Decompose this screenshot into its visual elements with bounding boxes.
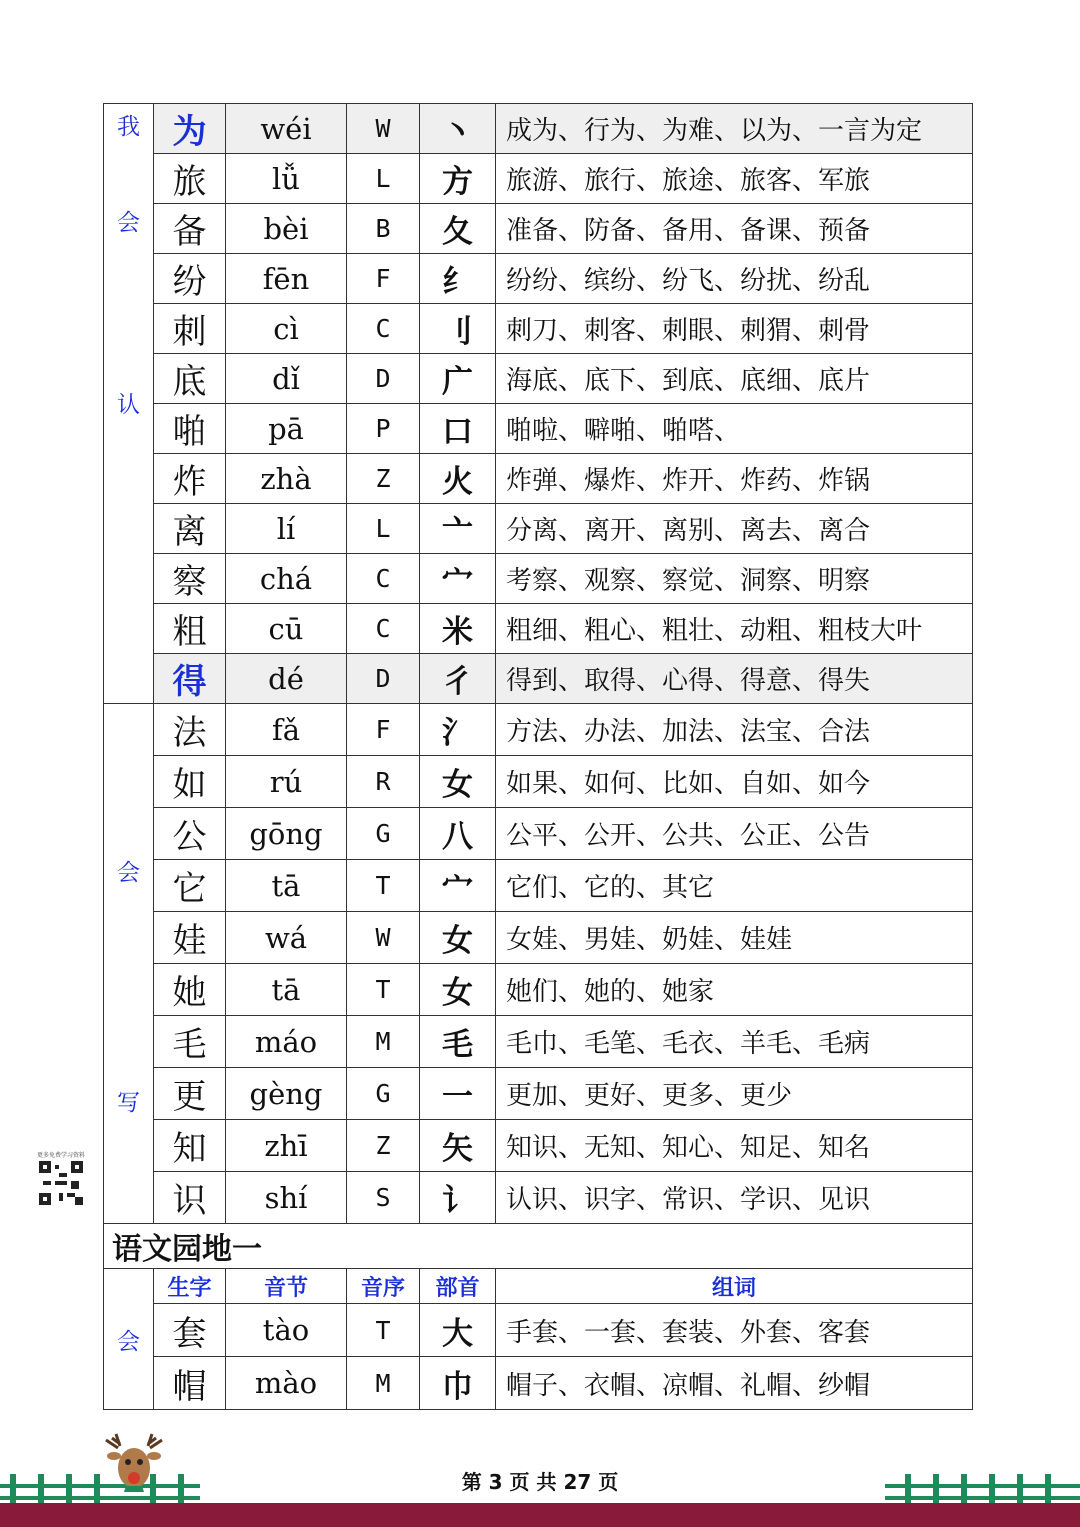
table-row xyxy=(104,756,973,808)
table-row xyxy=(104,1068,973,1120)
column-header-pinyin: 音节 xyxy=(226,1269,347,1304)
radical-cell: 亠 xyxy=(420,504,496,554)
radical-cell: 氵 xyxy=(420,704,496,756)
character-cell: 套 xyxy=(154,1304,226,1357)
column-header-words: 组词 xyxy=(496,1269,973,1304)
order-cell: G xyxy=(347,808,420,860)
words-cell: 更加、更好、更多、更少 xyxy=(496,1068,973,1120)
pinyin-cell: gōng xyxy=(226,808,347,860)
garden-section xyxy=(104,1224,973,1410)
column-header-radical: 部首 xyxy=(420,1269,496,1304)
radical-cell: 夂 xyxy=(420,204,496,254)
footer-bar xyxy=(0,1503,1080,1527)
character-cell: 啪 xyxy=(154,404,226,454)
table-row xyxy=(104,1304,973,1357)
words-cell: 女娃、男娃、奶娃、娃娃 xyxy=(496,912,973,964)
words-cell: 毛巾、毛笔、毛衣、羊毛、毛病 xyxy=(496,1016,973,1068)
pinyin-cell: gèng xyxy=(226,1068,347,1120)
column-header-order: 音序 xyxy=(347,1269,420,1304)
page-number: 第 3 页 共 27 页 xyxy=(461,1470,619,1494)
pinyin-cell: cū xyxy=(226,604,347,654)
pinyin-cell: wá xyxy=(226,912,347,964)
pinyin-cell: tā xyxy=(226,860,347,912)
table-row xyxy=(104,204,973,254)
words-cell: 炸弹、爆炸、炸开、炸药、炸锅 xyxy=(496,454,973,504)
character-cell: 粗 xyxy=(154,604,226,654)
table-row xyxy=(104,604,973,654)
words-cell: 准备、防备、备用、备课、预备 xyxy=(496,204,973,254)
pinyin-cell: dé xyxy=(226,654,347,704)
character-cell: 备 xyxy=(154,204,226,254)
pinyin-cell: lí xyxy=(226,504,347,554)
order-cell: L xyxy=(347,504,420,554)
radical-cell: 宀 xyxy=(420,860,496,912)
words-cell: 方法、办法、加法、法宝、合法 xyxy=(496,704,973,756)
character-cell: 识 xyxy=(154,1172,226,1224)
pinyin-cell: dǐ xyxy=(226,354,347,404)
radical-cell: 刂 xyxy=(420,304,496,354)
table-row xyxy=(104,964,973,1016)
radical-cell: 毛 xyxy=(420,1016,496,1068)
pinyin-cell: lǚ xyxy=(226,154,347,204)
qr-code-image xyxy=(36,1150,86,1210)
radical-cell: 大 xyxy=(420,1304,496,1357)
recognize-side-label xyxy=(104,104,154,704)
radical-cell: 纟 xyxy=(420,254,496,304)
write-side-label xyxy=(104,704,154,1224)
vocab-table xyxy=(103,103,973,1410)
side-label-char: 会 xyxy=(117,860,140,886)
pinyin-cell: mào xyxy=(226,1357,347,1410)
radical-cell: 彳 xyxy=(420,654,496,704)
table-row xyxy=(104,454,973,504)
character-cell: 毛 xyxy=(154,1016,226,1068)
order-cell: W xyxy=(347,104,420,154)
radical-cell: 矢 xyxy=(420,1120,496,1172)
words-cell: 考察、观察、察觉、洞察、明察 xyxy=(496,554,973,604)
radical-cell: 宀 xyxy=(420,554,496,604)
pinyin-cell: pā xyxy=(226,404,347,454)
character-cell: 察 xyxy=(154,554,226,604)
table-row xyxy=(104,808,973,860)
words-cell: 旅游、旅行、旅途、旅客、军旅 xyxy=(496,154,973,204)
radical-cell: 讠 xyxy=(420,1172,496,1224)
radical-cell: 女 xyxy=(420,964,496,1016)
radical-cell: 巾 xyxy=(420,1357,496,1410)
words-cell: 粗细、粗心、粗壮、动粗、粗枝大叶 xyxy=(496,604,973,654)
radical-cell: 女 xyxy=(420,912,496,964)
side-label-char: 会 xyxy=(117,210,140,236)
order-cell: D xyxy=(347,354,420,404)
pinyin-cell: fǎ xyxy=(226,704,347,756)
table-row xyxy=(104,104,973,154)
pinyin-cell: zhà xyxy=(226,454,347,504)
table-row xyxy=(104,1016,973,1068)
character-cell: 得 xyxy=(154,654,226,704)
garden-side-label xyxy=(104,1269,154,1410)
order-cell: Z xyxy=(347,1120,420,1172)
order-cell: F xyxy=(347,704,420,756)
table-row xyxy=(104,1120,973,1172)
pinyin-cell: rú xyxy=(226,756,347,808)
pinyin-cell: bèi xyxy=(226,204,347,254)
side-label-char: 我 xyxy=(117,114,140,140)
radical-cell: 火 xyxy=(420,454,496,504)
character-cell: 娃 xyxy=(154,912,226,964)
table-row xyxy=(104,404,973,454)
character-cell: 更 xyxy=(154,1068,226,1120)
radical-cell: 八 xyxy=(420,808,496,860)
order-cell: D xyxy=(347,654,420,704)
order-cell: G xyxy=(347,1068,420,1120)
radical-cell: 方 xyxy=(420,154,496,204)
table-row xyxy=(104,860,973,912)
side-label-char: 会 xyxy=(117,1328,140,1355)
order-cell: B xyxy=(347,204,420,254)
words-cell: 纷纷、缤纷、纷飞、纷扰、纷乱 xyxy=(496,254,973,304)
words-cell: 知识、无知、知心、知足、知名 xyxy=(496,1120,973,1172)
pinyin-cell: fēn xyxy=(226,254,347,304)
words-cell: 海底、底下、到底、底细、底片 xyxy=(496,354,973,404)
order-cell: C xyxy=(347,604,420,654)
order-cell: T xyxy=(347,1304,420,1357)
pinyin-cell: wéi xyxy=(226,104,347,154)
words-cell: 如果、如何、比如、自如、如今 xyxy=(496,756,973,808)
words-cell: 她们、她的、她家 xyxy=(496,964,973,1016)
order-cell: C xyxy=(347,554,420,604)
pinyin-cell: tào xyxy=(226,1304,347,1357)
pinyin-cell: zhī xyxy=(226,1120,347,1172)
table-row xyxy=(104,554,973,604)
words-cell: 分离、离开、离别、离去、离合 xyxy=(496,504,973,554)
order-cell: T xyxy=(347,964,420,1016)
character-cell: 炸 xyxy=(154,454,226,504)
character-cell: 离 xyxy=(154,504,226,554)
side-label-char: 认 xyxy=(117,392,140,418)
radical-cell: 一 xyxy=(420,1068,496,1120)
words-cell: 成为、行为、为难、以为、一言为定 xyxy=(496,104,973,154)
section-title: 语文园地一 xyxy=(104,1224,973,1269)
table-row xyxy=(104,504,973,554)
table-row xyxy=(104,254,973,304)
table-row xyxy=(104,304,973,354)
character-cell: 帽 xyxy=(154,1357,226,1410)
character-cell: 它 xyxy=(154,860,226,912)
order-cell: R xyxy=(347,756,420,808)
radical-cell: 女 xyxy=(420,756,496,808)
words-cell: 公平、公开、公共、公正、公告 xyxy=(496,808,973,860)
table-row xyxy=(104,154,973,204)
character-cell: 底 xyxy=(154,354,226,404)
character-cell: 法 xyxy=(154,704,226,756)
write-section xyxy=(104,704,973,1224)
character-cell: 如 xyxy=(154,756,226,808)
order-cell: S xyxy=(347,1172,420,1224)
qr-caption: 更多免费学习资料 xyxy=(36,1152,85,1159)
order-cell: M xyxy=(347,1357,420,1410)
words-cell: 得到、取得、心得、得意、得失 xyxy=(496,654,973,704)
table-row xyxy=(104,654,973,704)
table-row xyxy=(104,354,973,404)
pinyin-cell: cì xyxy=(226,304,347,354)
radical-cell: 丶 xyxy=(420,104,496,154)
character-cell: 为 xyxy=(154,104,226,154)
order-cell: M xyxy=(347,1016,420,1068)
radical-cell: 米 xyxy=(420,604,496,654)
order-cell: C xyxy=(347,304,420,354)
words-cell: 认识、识字、常识、学识、见识 xyxy=(496,1172,973,1224)
radical-cell: 广 xyxy=(420,354,496,404)
character-cell: 公 xyxy=(154,808,226,860)
pinyin-cell: máo xyxy=(226,1016,347,1068)
words-cell: 刺刀、刺客、刺眼、刺猬、刺骨 xyxy=(496,304,973,354)
table-row xyxy=(104,1357,973,1410)
character-cell: 旅 xyxy=(154,154,226,204)
table-row xyxy=(104,912,973,964)
character-cell: 刺 xyxy=(154,304,226,354)
character-cell: 纷 xyxy=(154,254,226,304)
table-row xyxy=(104,704,973,756)
order-cell: T xyxy=(347,860,420,912)
character-cell: 知 xyxy=(154,1120,226,1172)
radical-cell: 口 xyxy=(420,404,496,454)
pinyin-cell: tā xyxy=(226,964,347,1016)
order-cell: P xyxy=(347,404,420,454)
order-cell: Z xyxy=(347,454,420,504)
recognize-section xyxy=(104,104,973,704)
column-header-char: 生字 xyxy=(154,1269,226,1304)
words-cell: 它们、它的、其它 xyxy=(496,860,973,912)
words-cell: 帽子、衣帽、凉帽、礼帽、纱帽 xyxy=(496,1357,973,1410)
character-cell: 她 xyxy=(154,964,226,1016)
side-label-char: 写 xyxy=(117,1090,140,1116)
pinyin-cell: shí xyxy=(226,1172,347,1224)
table-row xyxy=(104,1172,973,1224)
pinyin-cell: chá xyxy=(226,554,347,604)
order-cell: W xyxy=(347,912,420,964)
words-cell: 手套、一套、套装、外套、客套 xyxy=(496,1304,973,1357)
order-cell: L xyxy=(347,154,420,204)
order-cell: F xyxy=(347,254,420,304)
words-cell: 啪啦、噼啪、啪嗒、 xyxy=(496,404,973,454)
